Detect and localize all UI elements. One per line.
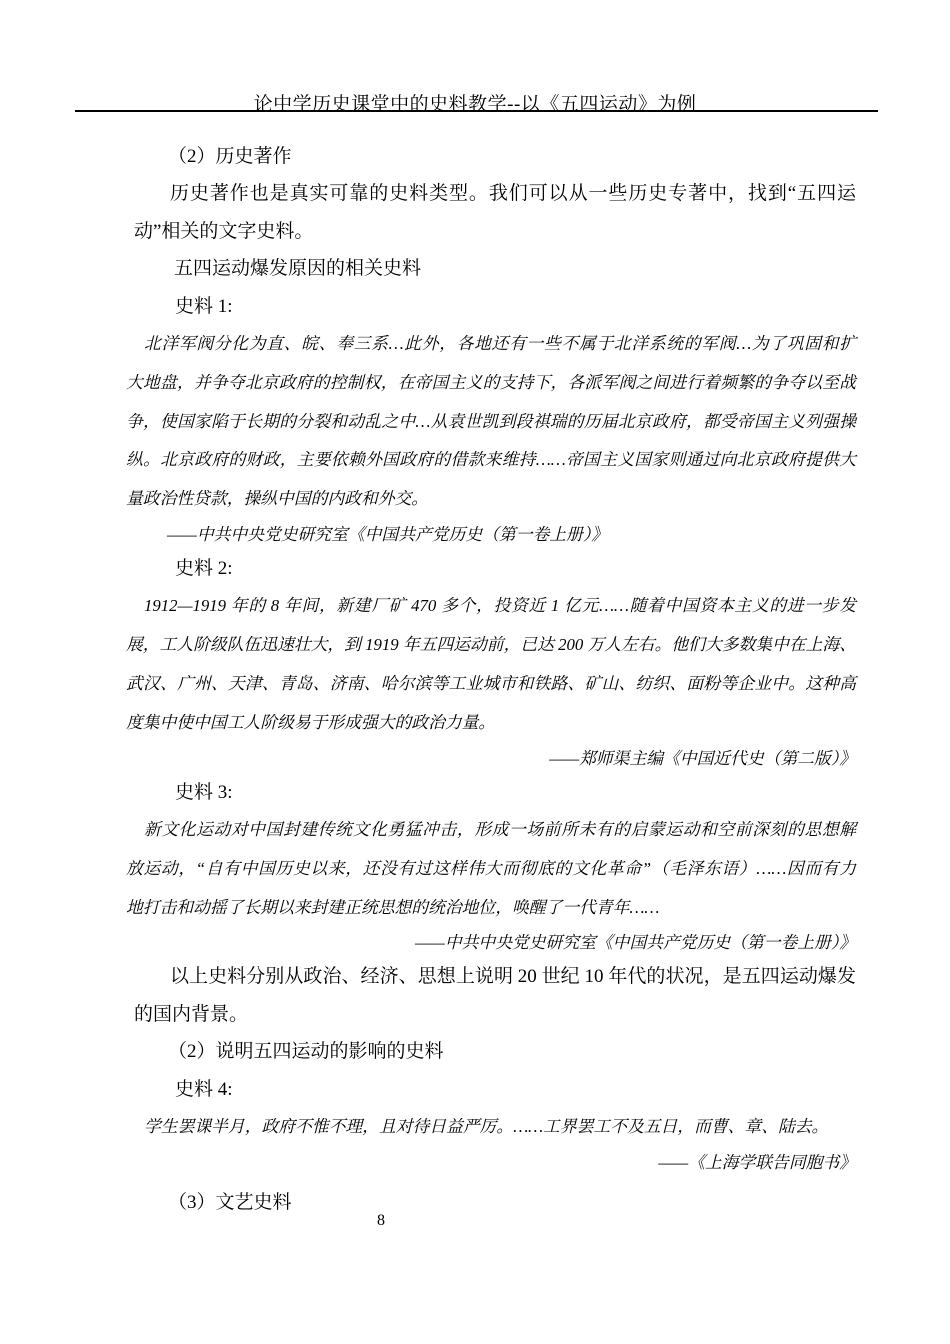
header-title: 论中学历史课堂中的史料教学--以《五四运动》为例 xyxy=(253,94,697,115)
summary-paragraph: 以上史料分别从政治、经济、思想上说明 20 世纪 10 年代的状况，是五四运动爆发 的国内背景。 xyxy=(134,966,856,1025)
material-3-text: 新文化运动对中国封建传统文化勇猛冲击，形成一场前所未有的启蒙运动和空前深刻的思想解 放运动，“自有中国历史以来，还没有过这样伟大而彻底的文化革命”（毛泽东语）……因而有力 地打击和动摇了长期以来封建正统思想的统治地位，唤醒了一代青年…… xyxy=(126,820,856,917)
subheading-influence-materials: （2）说明五四运动的影响的史料 xyxy=(168,1041,444,1063)
section-heading-history-works: （2）历史著作 xyxy=(168,146,292,167)
material-1-label: 史料 1: xyxy=(175,295,233,317)
section-heading-literary-materials: （3）文艺史料 xyxy=(168,1191,292,1213)
document-body xyxy=(126,112,856,1221)
material-2-citation: ——郑师渠主编《中国近代史（第二版）》 xyxy=(549,748,856,768)
material-3-citation: ——中共中央党史研究室《中国共产党历史（第一卷上册）》 xyxy=(415,933,856,953)
material-2-text: 1912—1919 年的 8 年间，新建厂矿 470 多个，投资近 1 亿元……随着中国资本主义的进一步发 展，工人阶级队伍迅速壮大，到 1919 年五四运动前，已达 200 万人左右。他们大多数集中在上海、 武汉、广州、天津、青岛、济南、哈尔滨等工业城市和铁路、矿山、纺织、面粉等企业中。这种高 度集中使中国工人阶级易于形成强大的政治力量。 xyxy=(126,596,856,732)
page-number: 8 xyxy=(377,1212,385,1229)
material-4-label: 史料 4: xyxy=(175,1078,233,1100)
material-1-citation: ——中共中央党史研究室《中国共产党历史（第一卷上册）》 xyxy=(167,525,608,545)
intro-paragraph: 历史著作也是真实可靠的史料类型。我们可以从一些历史专著中，找到“五四运 动”相关的文字史料。 xyxy=(134,183,856,242)
material-3-label: 史料 3: xyxy=(175,781,233,803)
material-1-text: 北洋军阀分化为直、皖、奉三系…此外，各地还有一些不属于北洋系统的军阀…为了巩固和扩 大地盘，并争夺北京政府的控制权，在帝国主义的支持下，各派军阀之间进行着频繁的争夺以至战 争，使国家陷于长期的分裂和动乱之中…从袁世凯到段祺瑞的历届北京政府，都受帝国主义列强操 纵。北京政府的财政，主要依赖外国政府的借款来维持……帝国主义国家则通过向北京政府提供大 量政治性贷款，操纵中国的内政和外交。 xyxy=(126,334,856,509)
material-4-text: 学生罢课半月，政府不惟不理，且对待日益严厉。……工界罢工不及五日，而曹、章、陆去。 xyxy=(144,1117,829,1137)
material-2-label: 史料 2: xyxy=(175,558,233,580)
material-4-citation: ——《上海学联告同胞书》 xyxy=(658,1152,856,1172)
subheading-cause-materials: 五四运动爆发原因的相关史料 xyxy=(174,258,422,280)
